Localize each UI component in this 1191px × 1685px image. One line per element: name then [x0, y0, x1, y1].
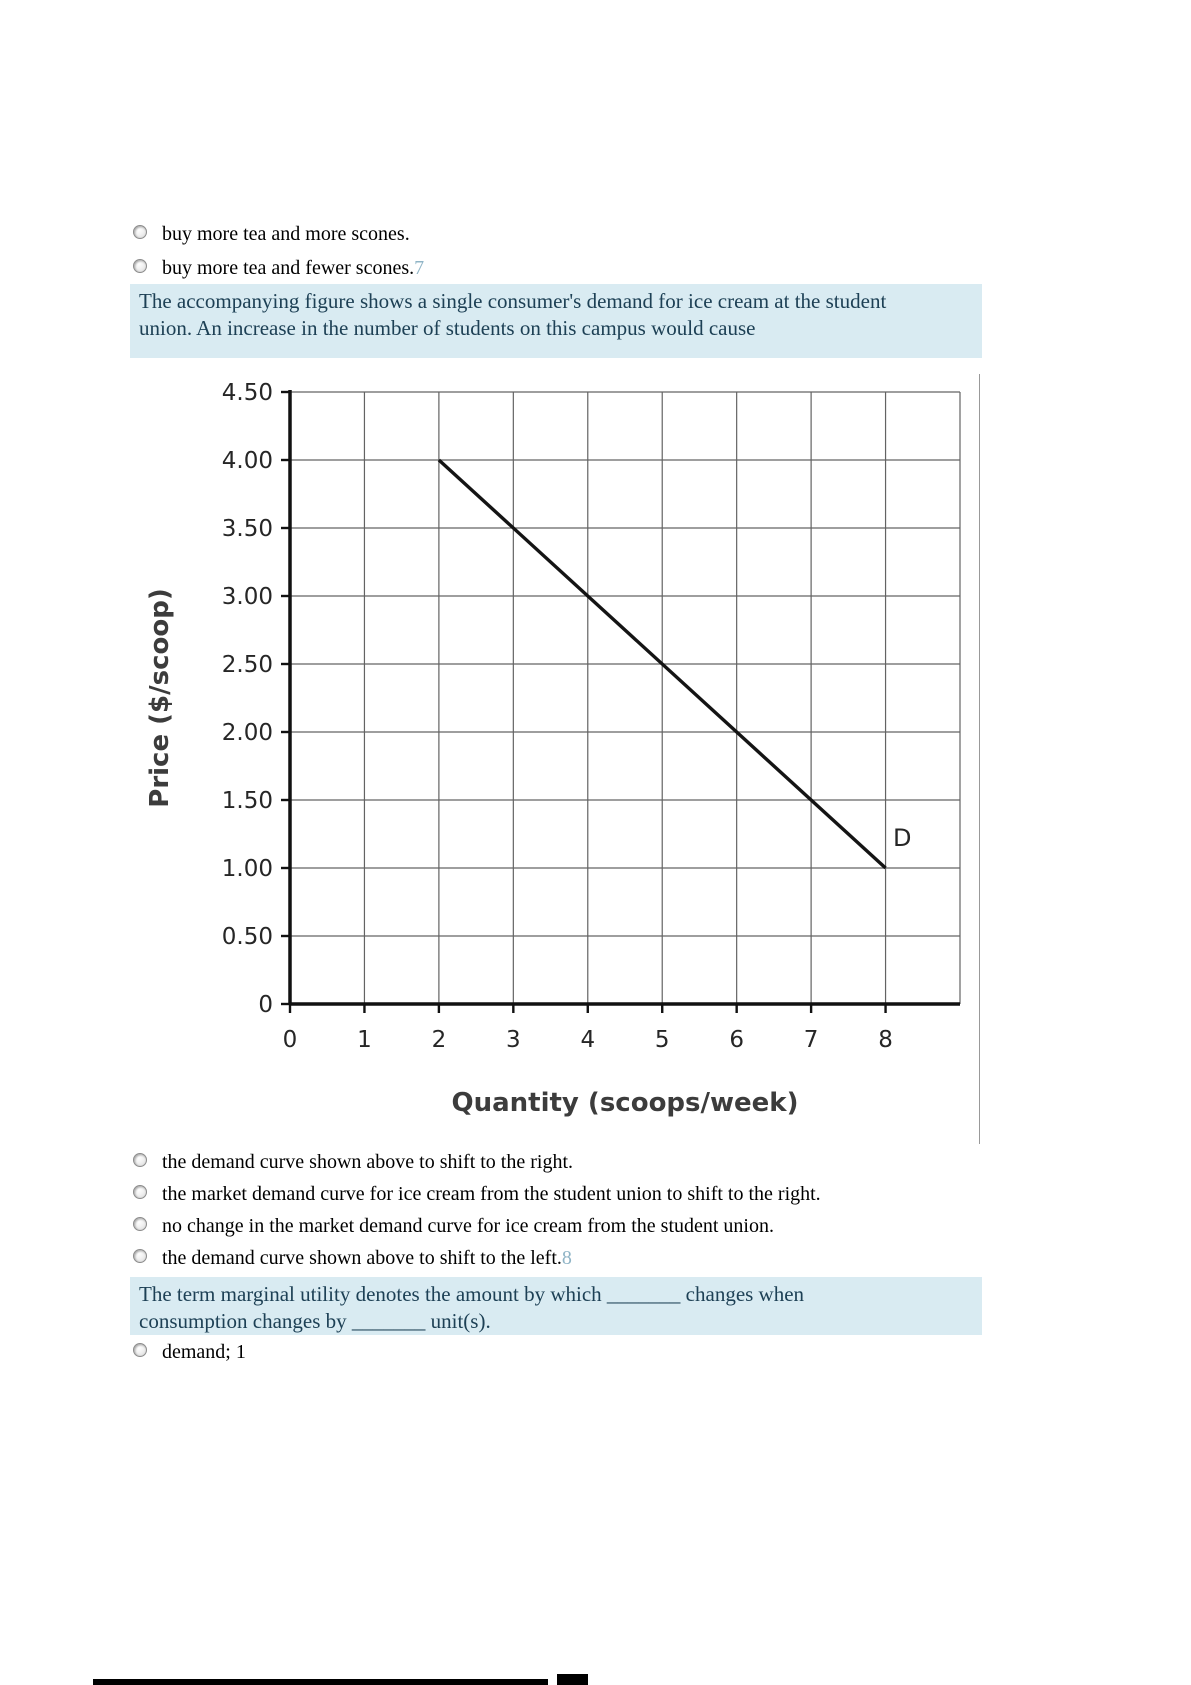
option-label-text: the demand curve shown above to shift to the right. — [162, 1151, 574, 1173]
question-stem-line: The term marginal utility denotes the amount by which _______ changes when — [139, 1282, 805, 1306]
svg-text:D: D — [893, 824, 912, 853]
question-stem-line: The accompanying figure shows a single consumer's demand for ice cream at the student — [139, 289, 887, 313]
radio-button[interactable] — [133, 1343, 147, 1357]
question-number: 7 — [414, 257, 425, 279]
demand-figure — [130, 374, 980, 1144]
svg-text:3: 3 — [506, 1027, 521, 1053]
answer-option — [133, 1150, 573, 1175]
radio-button[interactable] — [133, 1185, 147, 1199]
option-label-text: no change in the market demand curve for ice cream from the student union. — [162, 1215, 774, 1237]
answer-option — [133, 222, 410, 247]
answer-option — [133, 1182, 821, 1207]
svg-text:1.50: 1.50 — [221, 788, 273, 814]
question-stem-line: union. An increase in the number of students on this campus would cause — [139, 316, 756, 340]
option-label-text: the demand curve shown above to shift to the left. — [162, 1247, 562, 1269]
svg-text:3.50: 3.50 — [221, 516, 273, 542]
option-text — [162, 1150, 573, 1175]
option-label-text: demand; 1 — [162, 1341, 246, 1363]
option-text — [162, 1340, 246, 1365]
option-text — [162, 1214, 774, 1239]
svg-text:6: 6 — [729, 1027, 744, 1053]
question-stem-marginal-utility — [130, 1277, 982, 1335]
radio-button[interactable] — [133, 1249, 147, 1263]
option-text — [162, 1182, 821, 1207]
answer-option — [133, 256, 424, 281]
question-stem-line: consumption changes by _______ unit(s). — [139, 1309, 491, 1333]
svg-text:1.00: 1.00 — [221, 856, 273, 882]
svg-text:2.50: 2.50 — [221, 652, 273, 678]
option-text — [162, 256, 424, 281]
svg-text:5: 5 — [654, 1027, 670, 1053]
option-label-text: buy more tea and fewer scones. — [162, 257, 415, 279]
option-text — [162, 222, 410, 247]
svg-text:7: 7 — [803, 1027, 819, 1053]
option-label-text: the market demand curve for ice cream from the student union to shift to the right. — [162, 1183, 821, 1205]
radio-button[interactable] — [133, 225, 147, 239]
radio-button[interactable] — [133, 259, 147, 273]
page-bottom-rule — [93, 1679, 548, 1685]
svg-text:Price ($/scoop): Price ($/scoop) — [145, 588, 175, 808]
svg-text:2.00: 2.00 — [221, 720, 273, 746]
svg-text:0: 0 — [282, 1027, 298, 1053]
answer-option — [133, 1246, 572, 1271]
svg-text:2: 2 — [431, 1027, 447, 1053]
radio-button[interactable] — [133, 1153, 147, 1167]
svg-text:0.50: 0.50 — [221, 924, 273, 950]
option-label-text: buy more tea and more scones. — [162, 223, 410, 245]
svg-text:0: 0 — [258, 992, 273, 1018]
svg-text:4: 4 — [580, 1027, 596, 1053]
svg-text:1: 1 — [357, 1027, 372, 1053]
demand-chart-svg — [130, 374, 980, 1144]
radio-button[interactable] — [133, 1217, 147, 1231]
answer-option — [133, 1214, 774, 1239]
svg-text:3.00: 3.00 — [221, 584, 273, 610]
question-number: 8 — [561, 1247, 572, 1269]
svg-text:4.50: 4.50 — [221, 380, 273, 406]
answer-option — [133, 1340, 246, 1365]
svg-text:Quantity (scoops/week): Quantity (scoops/week) — [451, 1088, 799, 1118]
question-stem-ice-cream — [130, 284, 982, 358]
svg-text:8: 8 — [878, 1027, 893, 1053]
svg-text:4.00: 4.00 — [221, 448, 273, 474]
option-text — [162, 1246, 572, 1271]
page-bottom-mark — [557, 1674, 588, 1685]
